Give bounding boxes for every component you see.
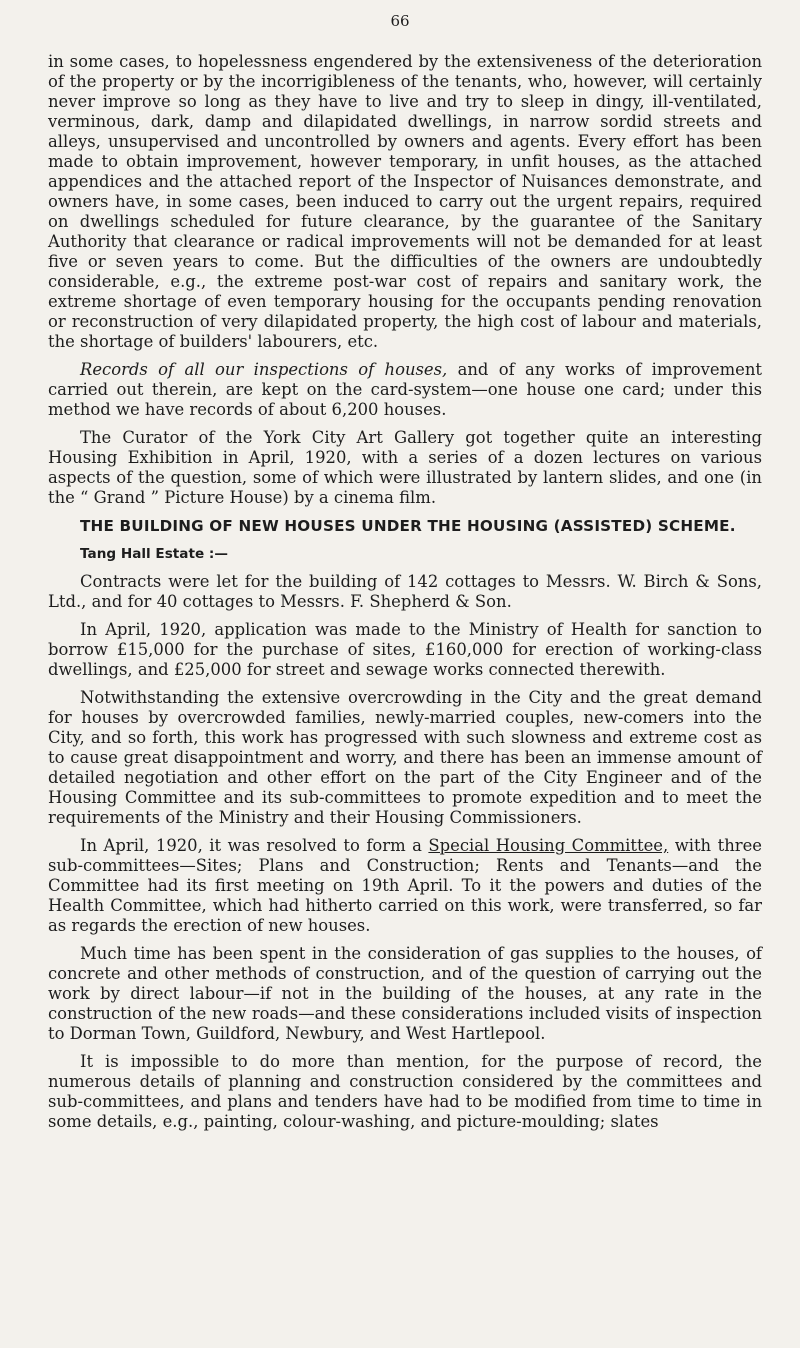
committee-text-start: In April, 1920, it was resolved to form a	[80, 836, 429, 855]
paragraph-overcrowding: Notwithstanding the extensive overcrowding in the City and the great demand for houses by overcrowded families, newly-married couples, new-comers into the City, and so forth, this work has progressed with such slowness and extreme cost as to cause great disappointment and worry, and there has been an immense amount of detailed negotiation and other effort on the part of the City Engineer and of the Housing Committee and its sub-committees to promote expedition and to meet the requirements of the Ministry and their Housing Commissioners.	[48, 688, 762, 827]
paragraph-records	[48, 360, 762, 420]
page-number: 66	[390, 12, 410, 30]
paragraph-gas-supplies: Much time has been spent in the consideration of gas supplies to the houses, of concrete and other methods of construction, and of the question of carrying out the work by direct labour—if not in the building of the houses, at any rate in the construction of the new roads—and these considerations included visits of inspection to Dorman Town, Guildford, Newbury, and West Hartlepool.	[48, 944, 762, 1043]
document-body	[48, 52, 762, 1140]
section-heading: THE BUILDING OF NEW HOUSES UNDER THE HOUSING (ASSISTED) SCHEME.	[80, 517, 736, 535]
paragraph-planning: It is impossible to do more than mention, for the purpose of record, the numerous details of planning and construction considered by the committees and sub-committees, and plans and tenders have had to be modified from time to time in some details, e.g., painting, colour-washing, and picture-moulding; slates	[48, 1052, 762, 1131]
paragraph-exhibition: The Curator of the York City Art Gallery got together quite an interesting Housing Exhibition in April, 1920, with a series of a dozen lectures on various aspects of the question, some of which were illustrated by lantern slides, and one (in the “ Grand ” Picture House) by a cinema film.	[48, 428, 762, 507]
paragraph-contracts: Contracts were let for the building of 142 cottages to Messrs. W. Birch & Sons, Ltd., and for 40 cottages to Messrs. F. Shepherd & Son.	[48, 572, 762, 611]
committee-text-end: with three sub-committees—Sites; Plans and Construction; Rents and Tenants—and the Committee had its first meeting on 19th April. To it the powers and duties of the Health Committee, which had hitherto carried on this work, were transferred, so far as regards the erection of new houses.	[48, 836, 762, 935]
paragraph-continued: in some cases, to hopelessness engendered by the extensiveness of the deterioration of the property or by the incorrigibleness of the tenants, who, however, will certainly never improve so long as they have to live and try to sleep in dingy, ill-ventilated, verminous, dark, damp and dilapidated dwellings, in narrow sordid streets and alleys, unsupervised and uncontrolled by owners and agents. Every effort has been made to obtain improvement, however temporary, in unfit houses, as the attached appendices and the attached report of the Inspector of Nuisances demonstrate, and owners have, in some cases, been induced to carry out the urgent repairs, required on dwellings scheduled for future clearance, by the guarantee of the Sanitary Authority that clearance or radical improvements will not be demanded for at least five or seven years to come. But the difficulties of the owners are undoubtedly considerable, e.g., the extreme post-war cost of repairs and sanitary work, the extreme shortage of even temporary housing for the occupants pending renovation or reconstruction of very dilapidated property, the high cost of labour and materials, the shortage of builders' labourers, etc.	[48, 52, 762, 351]
section-subheading: Tang Hall Estate :—	[80, 546, 228, 562]
records-italic-phrase: Records of all our inspections of houses,	[80, 360, 448, 379]
committee-underlined-phrase: Special Housing Committee,	[428, 836, 669, 855]
paragraph-application: In April, 1920, application was made to the Ministry of Health for sanction to borrow £15,000 for the purchase of sites, £160,000 for erection of working-class dwellings, and £25,000 for street and sewage works connected therewith.	[48, 620, 762, 679]
records-text: and of any works of improvement carried out therein, are kept on the card-system—one house one card; under this method we have records of about 6,200 houses.	[48, 360, 762, 419]
paragraph-committee	[48, 836, 762, 936]
